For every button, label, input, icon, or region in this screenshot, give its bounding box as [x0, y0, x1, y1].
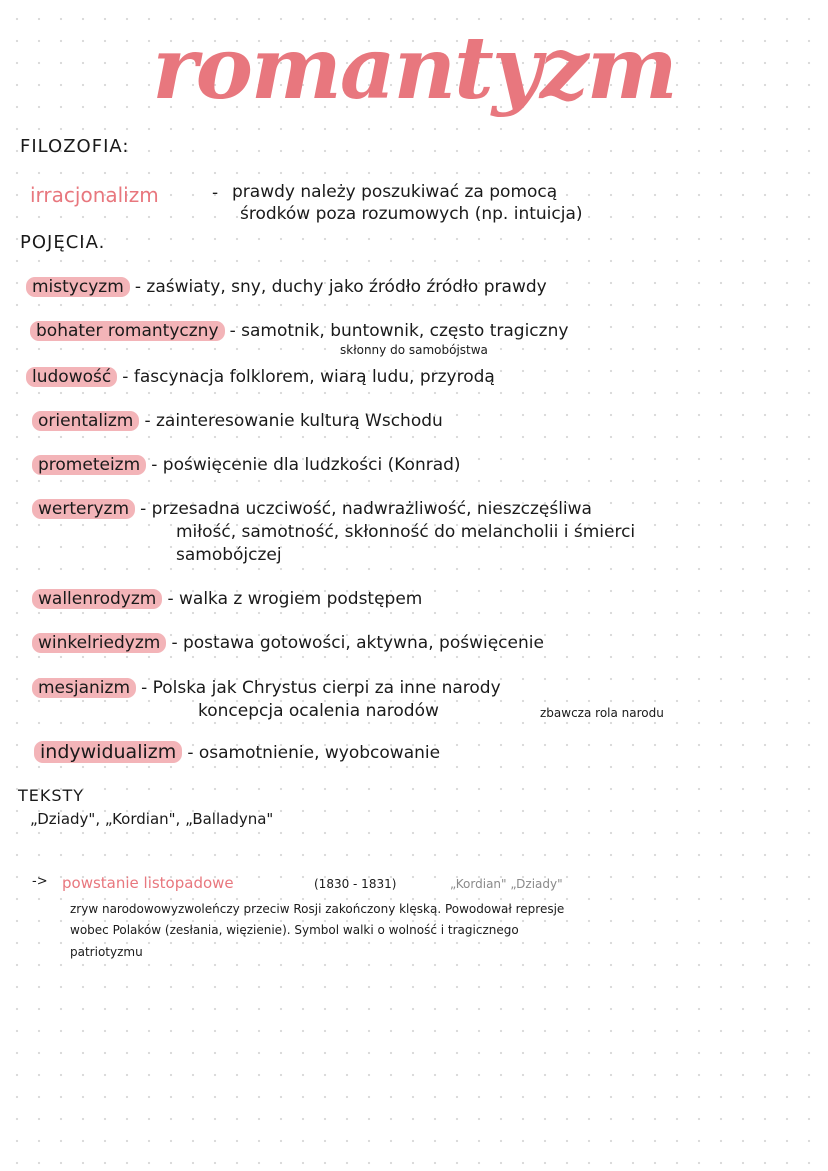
concept-note: zbawcza rola narodu — [540, 706, 664, 720]
concept-term: mistycyzm — [26, 277, 130, 297]
dash: - — [212, 183, 219, 203]
concept-term: bohater romantyczny — [30, 321, 225, 341]
concept-definition: - Polska jak Chrystus cierpi za inne narody — [141, 678, 501, 698]
term-irracjonalizm: irracjonalizm — [30, 183, 159, 207]
concept-definition: - samotnik, buntownik, często tragiczny — [229, 321, 569, 341]
concept-term: mesjanizm — [32, 678, 136, 698]
event-description: wobec Polaków (zesłania, więzienie). Symbol walki o wolność i tragicznego — [70, 923, 519, 937]
definition-line: środków poza rozumowych (np. intuicja) — [240, 204, 583, 224]
concept-definition: - osamotnienie, wyobcowanie — [187, 743, 441, 763]
event-description: zryw narodowowyzwoleńczy przeciw Rosji zakończony klęską. Powodował represje — [70, 902, 565, 916]
concept-row — [32, 589, 422, 609]
concept-term: wallenrodyzm — [32, 589, 162, 609]
event-name: powstanie listopadowe — [62, 874, 234, 892]
concept-row — [30, 321, 568, 341]
section-heading-pojecia: POJĘCIA. — [20, 232, 106, 253]
concept-term: werteryzm — [32, 499, 135, 519]
section-heading-teksty: TEKSTY — [18, 786, 85, 805]
concept-term: ludowość — [26, 367, 117, 387]
concept-row — [26, 367, 495, 387]
concept-term: prometeizm — [32, 455, 146, 475]
concept-definition: - walka z wrogiem podstępem — [167, 589, 423, 609]
concept-term: indywidualizm — [34, 741, 182, 763]
concept-definition: - poświęcenie dla ludzkości (Konrad) — [151, 455, 461, 475]
event-years: (1830 - 1831) — [314, 877, 397, 891]
concept-term: orientalizm — [32, 411, 139, 431]
concept-row — [32, 455, 461, 475]
concept-row — [34, 741, 440, 763]
concept-definition-cont: samobójczej — [176, 545, 282, 565]
concept-note: skłonny do samobójstwa — [340, 343, 488, 357]
concept-definition-cont: koncepcja ocalenia narodów — [198, 701, 439, 721]
concept-definition-cont: miłość, samotność, skłonność do melancholii i śmierci — [176, 522, 636, 542]
arrow-icon: -> — [32, 874, 48, 889]
concept-row — [32, 633, 544, 653]
concept-row — [26, 277, 547, 297]
concept-definition: - fascynacja folklorem, wiarą ludu, przyrodą — [122, 367, 495, 387]
page-title: romantyzm — [152, 18, 676, 119]
concept-row — [32, 678, 501, 698]
event-description: patriotyzmu — [70, 945, 143, 959]
concept-row — [32, 411, 443, 431]
concept-definition: - zaświaty, sny, duchy jako źródło źródło prawdy — [134, 277, 547, 297]
concept-row — [32, 499, 592, 519]
definition-line: prawdy należy poszukiwać za pomocą — [232, 182, 558, 202]
concept-term: winkelriedyzm — [32, 633, 166, 653]
concept-definition: - zainteresowanie kulturą Wschodu — [144, 411, 443, 431]
concept-definition: - przesadna uczciwość, nadwrażliwość, nieszczęśliwa — [140, 499, 592, 519]
concept-definition: - postawa gotowości, aktywna, poświęcenie — [171, 633, 544, 653]
section-heading-filozofia: FILOZOFIA: — [20, 136, 130, 157]
event-works: „Kordian" „Dziady" — [450, 877, 563, 891]
texts-list: „Dziady", „Kordian", „Balladyna" — [30, 810, 274, 828]
